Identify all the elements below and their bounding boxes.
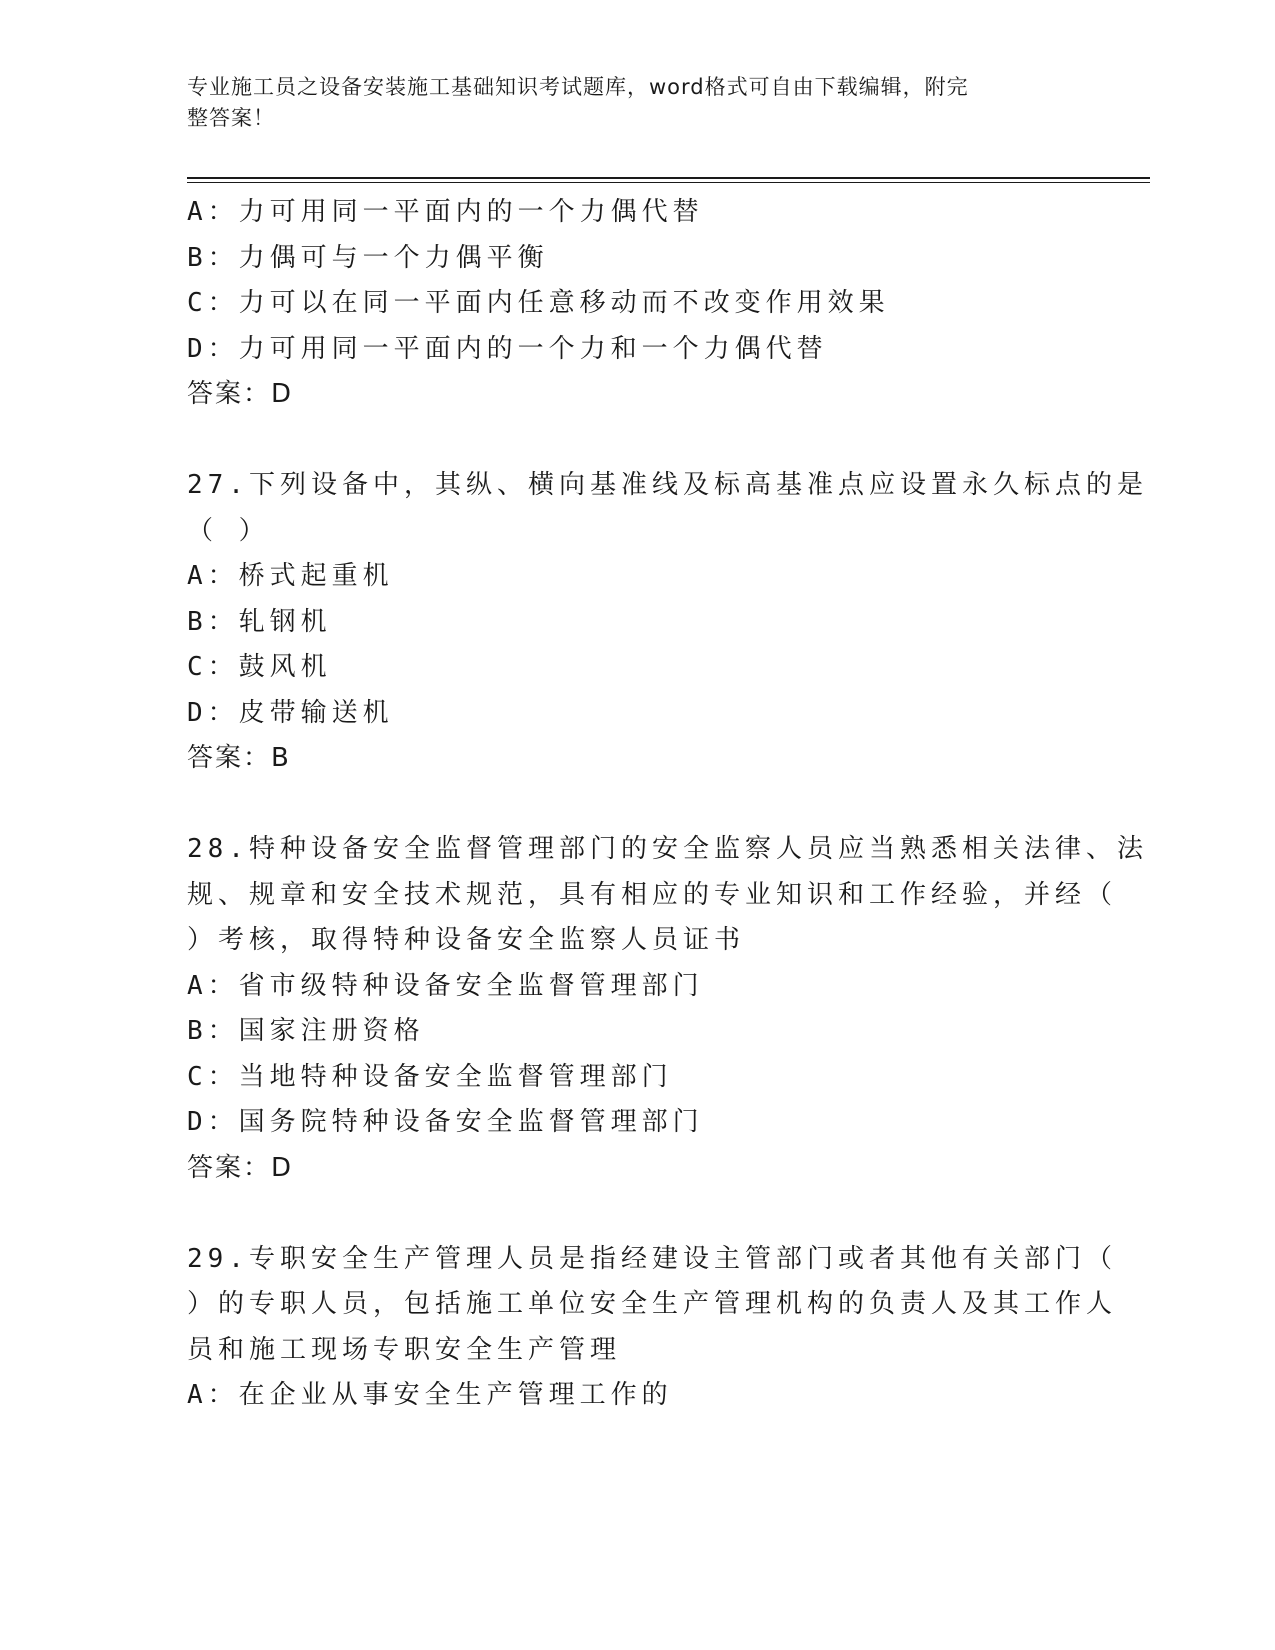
q28-option-a: A：省市级特种设备安全监督管理部门 <box>187 970 704 1001</box>
q26-option-d: D：力可用同一平面内的一个力和一个力偶代替 <box>187 333 828 364</box>
q26-option-b: B：力偶可与一个力偶平衡 <box>187 242 549 273</box>
q29-stem-line-1: 29.专职安全生产管理人员是指经建设主管部门或者其他有关部门（ <box>187 1243 1117 1274</box>
q28-stem-line-2: 规、规章和安全技术规范，具有相应的专业知识和工作经验，并经（ <box>187 879 1118 910</box>
q27-stem-line-2: （ ） <box>187 515 270 546</box>
header-title-line-1: 专业施工员之设备安装施工基础知识考试题库，word格式可自由下载编辑，附完 <box>187 75 969 99</box>
q26-option-a: A：力可用同一平面内的一个力偶代替 <box>187 197 704 227</box>
q26-answer: 答案：D <box>187 379 294 409</box>
q28-stem-line-3: ）考核，取得特种设备安全监察人员证书 <box>187 925 746 955</box>
q28-stem-line-1: 28.特种设备安全监督管理部门的安全监察人员应当熟悉相关法律、法 <box>187 834 1148 864</box>
q27-option-d: D：皮带输送机 <box>187 697 394 728</box>
q28-option-b: B：国家注册资格 <box>187 1016 425 1046</box>
q28-option-c: C：当地特种设备安全监督管理部门 <box>187 1061 673 1092</box>
question-26 <box>187 190 1087 418</box>
q27-answer: 答案：B <box>187 743 291 773</box>
q27-option-c: C：鼓风机 <box>187 652 332 682</box>
q28-answer: 答案：D <box>187 1152 294 1183</box>
q29-stem-line-3: 员和施工现场专职安全生产管理 <box>187 1334 622 1365</box>
q27-stem-line-1: 27.下列设备中，其纵、横向基准线及标高基准点应设置永久标点的是 <box>187 470 1148 500</box>
question-29 <box>187 1237 1118 1419</box>
question-27 <box>187 463 1148 782</box>
question-content <box>187 190 1148 1419</box>
header-title-line-2: 整答案！ <box>187 106 275 130</box>
header-divider-thick <box>187 177 1150 179</box>
q27-option-b: B：轧钢机 <box>187 606 332 637</box>
spacer <box>187 782 1087 828</box>
document-header <box>187 72 1067 134</box>
q29-option-a: A：在企业从事安全生产管理工作的 <box>187 1380 673 1410</box>
spacer <box>187 1191 1087 1237</box>
q26-option-c: C：力可以在同一平面内任意移动而不改变作用效果 <box>187 288 890 318</box>
header-divider-thin <box>187 182 1150 183</box>
q29-stem-line-2: ）的专职人员，包括施工单位安全生产管理机构的负责人及其工作人 <box>187 1289 1118 1319</box>
q27-option-a: A：桥式起重机 <box>187 561 394 591</box>
q28-option-d: D：国务院特种设备安全监督管理部门 <box>187 1107 704 1137</box>
spacer <box>187 418 1087 464</box>
question-28 <box>187 827 1148 1191</box>
